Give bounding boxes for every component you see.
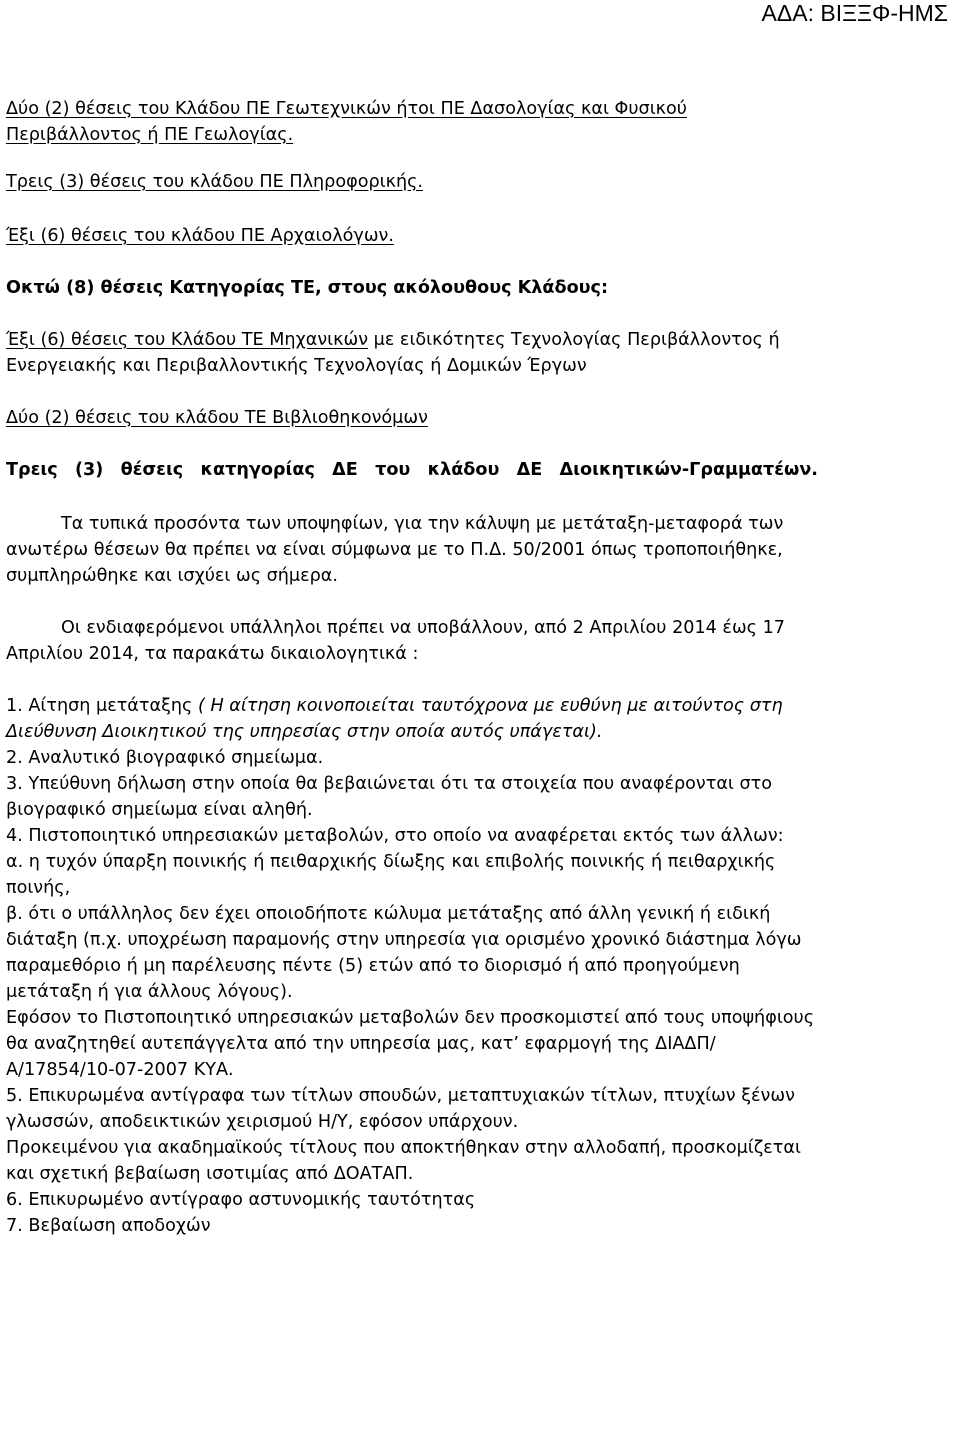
te-position-engineers	[6, 327, 818, 379]
document-body	[6, 96, 818, 1239]
te-engineers-specialties: με ειδικότητες Τεχνολογίας Περιβάλλοντος ή Ενεργειακής και Περιβαλλοντικής Τεχνολογίας ή Δομικών Έργων	[6, 330, 780, 376]
te-engineers-title: Έξι (6) θέσεις του Κλάδου ΤΕ Μηχανικών	[6, 330, 369, 350]
document-item: 6. Επικυρωμένο αντίγραφο αστυνομικής ταυτότητας	[6, 1190, 476, 1210]
te-position-librarians: Δύο (2) θέσεις του κλάδου ΤΕ Βιβλιοθηκονόμων	[6, 408, 428, 428]
document-item: 7. Βεβαίωση αποδοχών	[6, 1216, 211, 1236]
te-heading: Οκτώ (8) θέσεις Κατηγορίας ΤΕ, στους ακόλουθους Κλάδους:	[6, 278, 609, 298]
document-item: 2. Αναλυτικό βιογραφικό σημείωμα.	[6, 748, 324, 768]
ada-code: ΑΔΑ: ΒΙΞΞΦ-ΗΜΣ	[761, 0, 948, 26]
qualifications-paragraph: Τα τυπικά προσόντα των υποψηφίων, για την κάλυψη με μετάταξη-μεταφορά των ανωτέρω θέσεων θα πρέπει να είναι σύμφωνα με το Π.Δ. 50/2001 όπως τροποποιήθηκε, συμπληρώθηκε και ισχύει ως σήμερα.	[6, 514, 784, 586]
document-subitem: β. ότι ο υπάλληλος δεν έχει οποιοδήποτε κώλυμα μετάταξης από άλλη γενική ή ειδική διάταξη (π.χ. υποχρέωση παραμονής στην υπηρεσία για ορισμένο χρονικό διάστημα λόγω παραμεθόριο ή μη παρέλευσης πέντε (5) ετών από το διορισμό ή από προηγούμενη μετάταξη ή για άλλους λόγους).	[6, 904, 802, 1002]
document-subitem: α. η τυχόν ύπαρξη ποινικής ή πειθαρχικής δίωξης και επιβολής ποινικής ή πειθαρχικής ποινής,	[6, 852, 776, 898]
document-item: 5. Επικυρωμένα αντίγραφα των τίτλων σπουδών, μεταπτυχιακών τίτλων, πτυχίων ξένων γλωσσών, αποδεικτικών χειρισμού Η/Υ, εφόσον υπάρχουν.	[6, 1086, 795, 1132]
document-note: Προκειμένου για ακαδημαϊκούς τίτλους που αποκτήθηκαν στην αλλοδαπή, προσκομίζεται και σχετική βεβαίωση ισοτιμίας από ΔΟΑΤΑΠ.	[6, 1138, 801, 1184]
document-note: Εφόσον το Πιστοποιητικό υπηρεσιακών μεταβολών δεν προσκομιστεί από τους υποψήφιους θα αναζητηθεί αυτεπάγγελτα από την υπηρεσία μας, κατ’ εφαρμογή της ΔΙΑΔΠ/Α/17854/10-07-2007 ΚΥΑ.	[6, 1008, 815, 1080]
position-archaeologists: Έξι (6) θέσεις του κλάδου ΠΕ Αρχαιολόγων.	[6, 226, 394, 246]
document-item: 4. Πιστοποιητικό υπηρεσιακών μεταβολών, στο οποίο να αναφέρεται εκτός των άλλων:	[6, 826, 784, 846]
document-note: ( Η αίτηση κοινοποιείται ταυτόχρονα με ευθύνη με αιτούντος στη Διεύθυνση Διοικητικού της υπηρεσίας στην οποία αυτός υπάγεται).	[6, 696, 783, 742]
submission-paragraph: Οι ενδιαφερόμενοι υπάλληλοι πρέπει να υποβάλλουν, από 2 Απριλίου 2014 έως 17 Απριλίου 2014, τα παρακάτω δικαιολογητικά :	[6, 618, 785, 664]
document-item: 3. Υπεύθυνη δήλωση στην οποία θα βεβαιώνεται ότι τα στοιχεία που αναφέρονται στο βιογραφικό σημείωμα είναι αληθή.	[6, 774, 772, 820]
position-informatics: Τρεις (3) θέσεις του κλάδου ΠΕ Πληροφορικής.	[6, 172, 424, 192]
position-geotechnical: Δύο (2) θέσεις του Κλάδου ΠΕ Γεωτεχνικών ήτοι ΠΕ Δασολογίας και Φυσικού Περιβάλλοντος ή ΠΕ Γεωλογίας.	[6, 99, 687, 145]
de-heading: Τρεις (3) θέσεις κατηγορίας ΔΕ του κλάδου ΔΕ Διοικητικών-Γραμματέων.	[6, 460, 818, 480]
document-item: 1. Αίτηση μετάταξης ( Η αίτηση κοινοποιείται ταυτόχρονα με ευθύνη με αιτούντος στη Διεύθυνση Διοικητικού της υπηρεσίας στην οποία αυτός υπάγεται).	[6, 696, 783, 742]
documents-list	[6, 693, 818, 1239]
